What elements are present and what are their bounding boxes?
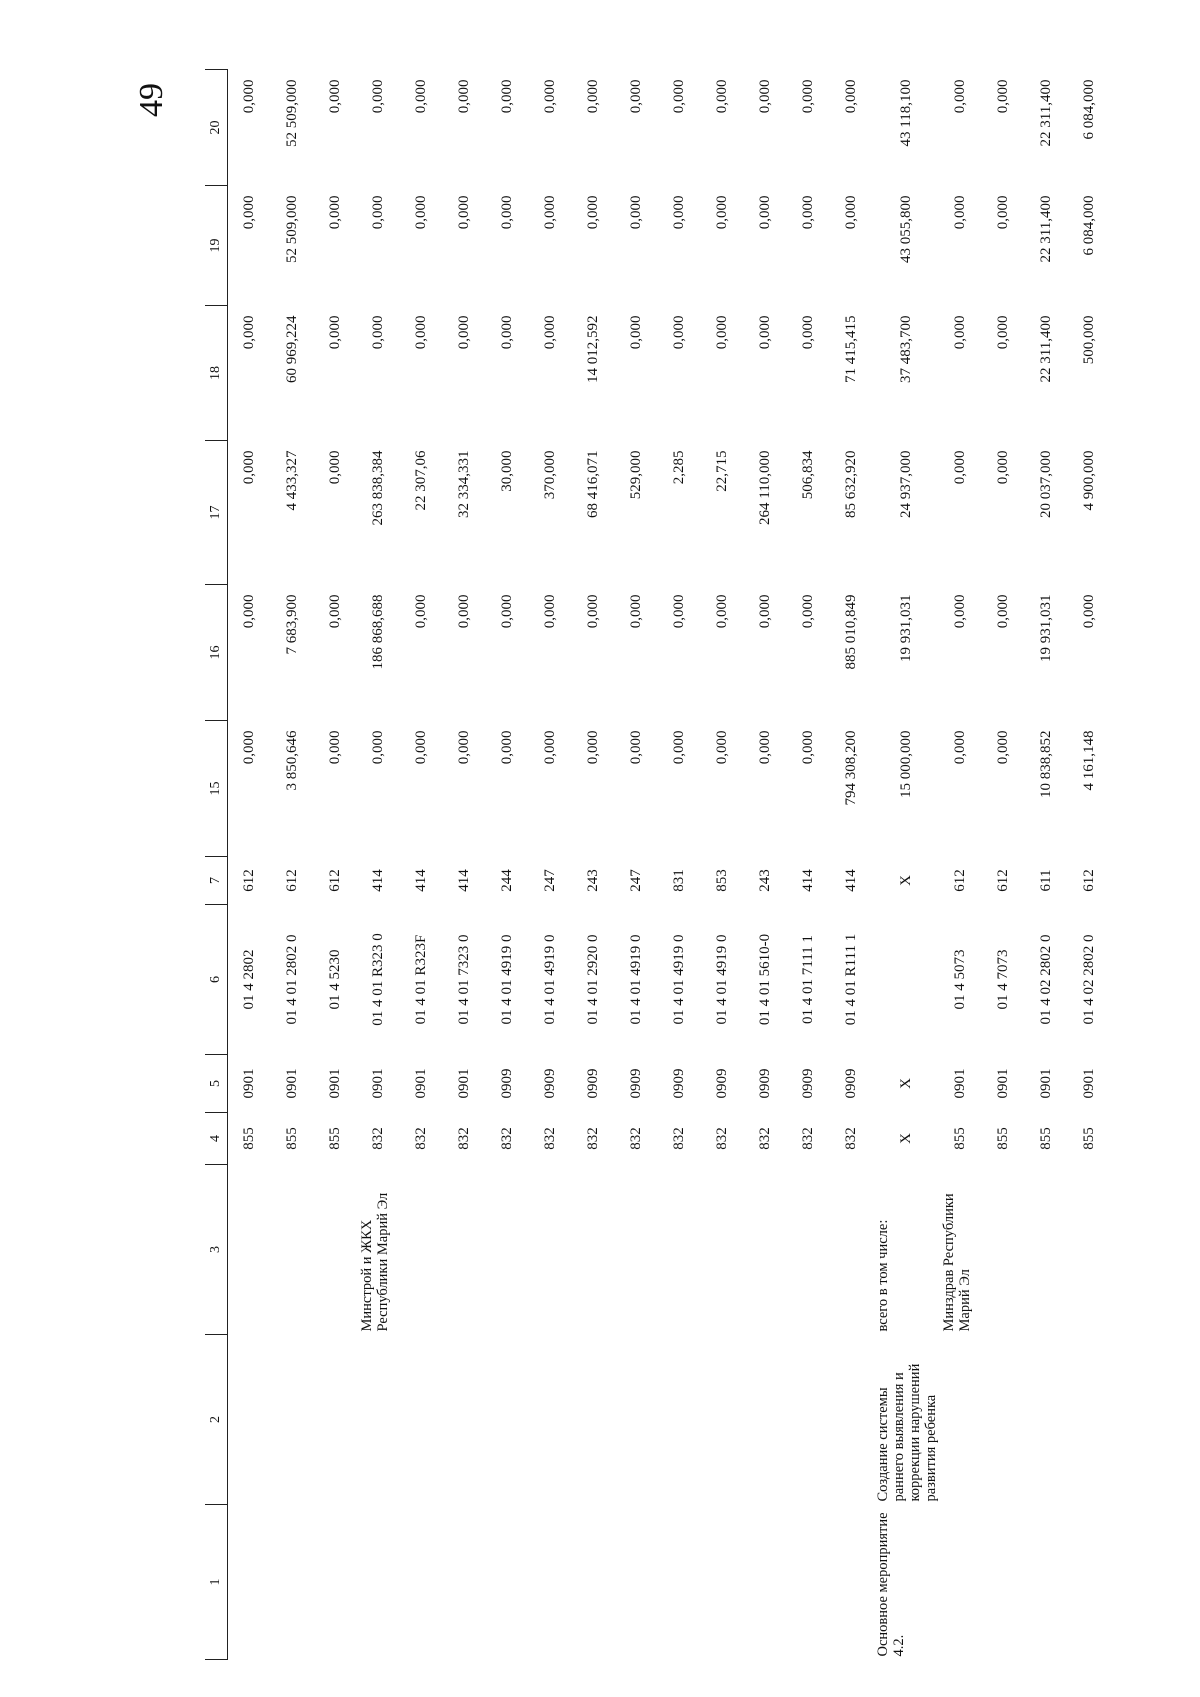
table-cell-col-18: 0,000 [413, 315, 429, 350]
column-number-20: 20 [205, 70, 228, 186]
table-cell-col-6: 01 4 01 7111 1 [800, 935, 816, 1024]
table-cell-col-18: 0,000 [628, 315, 644, 350]
table-cell-col-5: 0909 [542, 1068, 558, 1099]
table-cell-col-3 [1068, 1165, 1111, 1335]
table-cell-col-20: 0,000 [542, 79, 558, 114]
table-row [314, 70, 357, 1660]
table-cell-col-3 [486, 1165, 529, 1335]
table-cell-col-6: 01 4 02 2802 0 [1081, 934, 1097, 1025]
table-cell-col-16: 0,000 [628, 594, 644, 629]
table-cell-col-5: 0901 [456, 1068, 472, 1099]
table-row [873, 70, 939, 1660]
table-cell-col-6: 01 4 01 R323F [413, 934, 429, 1025]
table-cell-col-15: 0,000 [800, 730, 816, 765]
table-cell-col-1 [701, 1505, 744, 1660]
table-cell-col-3 [529, 1165, 572, 1335]
table-cell-col-19: 0,000 [995, 195, 1011, 230]
table-row [939, 70, 982, 1660]
table-cell-col-7: 612 [995, 869, 1011, 892]
column-number-5: 5 [205, 1055, 228, 1113]
table-cell-col-6 [873, 905, 939, 1055]
table-cell-col-7: 414 [456, 869, 472, 892]
table-cell-col-5: X [897, 1078, 914, 1089]
table-cell-col-2 [443, 1335, 486, 1505]
table-cell-col-16: 0,000 [714, 594, 730, 629]
table-cell-col-3 [658, 1165, 701, 1335]
table-cell-col-20: 0,000 [671, 79, 687, 114]
table-cell-col-6: 01 4 01 4919 0 [542, 934, 558, 1025]
table-cell-col-3 [228, 1165, 272, 1335]
table-cell-col-1 [1025, 1505, 1068, 1660]
table-cell-col-19: 0,000 [327, 195, 343, 230]
table-cell-col-3: Минстрой и ЖКХ Республики Марий Эл [359, 1192, 391, 1332]
table-cell-col-1 [1068, 1505, 1111, 1660]
table-cell-col-7: 243 [757, 869, 773, 892]
column-number-3: 3 [205, 1165, 228, 1335]
table-cell-col-15: 0,000 [714, 730, 730, 765]
table-cell-col-19: 0,000 [585, 195, 601, 230]
table-cell-col-3 [701, 1165, 744, 1335]
table-cell-col-6: 01 4 01 2802 0 [284, 934, 300, 1025]
table-cell-col-5: 0909 [499, 1068, 515, 1099]
table-cell-col-3 [572, 1165, 615, 1335]
table-cell-col-1 [486, 1505, 529, 1660]
table-cell-col-19: 43 055,800 [897, 195, 914, 263]
table-cell-col-16: 0,000 [1081, 594, 1097, 629]
table-cell-col-7: 247 [542, 869, 558, 892]
table-cell-col-3 [314, 1165, 357, 1335]
table-cell-col-18: 0,000 [952, 315, 968, 350]
table-cell-col-17: 32 334,331 [456, 450, 472, 518]
table-cell-col-17: 0,000 [327, 450, 343, 485]
table-cell-col-2 [529, 1335, 572, 1505]
table-cell-col-2 [486, 1335, 529, 1505]
table-cell-col-1 [982, 1505, 1025, 1660]
table-cell-col-17: 0,000 [995, 450, 1011, 485]
table-cell-col-5: 0901 [1038, 1068, 1054, 1099]
table-cell-col-17: 370,000 [542, 450, 558, 500]
table-cell-col-17: 529,000 [628, 450, 644, 500]
table-cell-col-20: 0,000 [843, 79, 859, 114]
table-row [982, 70, 1025, 1660]
column-number-2: 2 [205, 1335, 228, 1505]
table-cell-col-20: 0,000 [413, 79, 429, 114]
table-cell-col-2 [1025, 1335, 1068, 1505]
table-cell-col-19: 0,000 [671, 195, 687, 230]
table-cell-col-5: 0901 [952, 1068, 968, 1099]
table-cell-col-15: 4 161,148 [1081, 730, 1097, 791]
table-cell-col-20: 0,000 [757, 79, 773, 114]
table-cell-col-5: 0901 [413, 1068, 429, 1099]
table-cell-col-17: 506,834 [800, 450, 816, 500]
table-cell-col-16: 0,000 [241, 594, 257, 629]
table-cell-col-18: 0,000 [995, 315, 1011, 350]
table-cell-col-4: 832 [671, 1127, 687, 1150]
table-cell-col-2 [615, 1335, 658, 1505]
table-cell-col-2 [658, 1335, 701, 1505]
table-cell-col-2 [701, 1335, 744, 1505]
table-cell-col-20: 52 509,000 [284, 79, 300, 147]
table-cell-col-4: 832 [370, 1127, 386, 1150]
table-cell-col-20: 0,000 [952, 79, 968, 114]
table-cell-col-2 [787, 1335, 830, 1505]
rotated-table-container [205, 70, 1097, 1660]
table-cell-col-16: 885 010,849 [843, 594, 859, 670]
table-cell-col-18: 0,000 [241, 315, 257, 350]
table-cell-col-6: 01 4 7073 [995, 949, 1011, 1010]
table-cell-col-1: Основное мероприятие 4.2. [875, 1512, 907, 1657]
column-number-16: 16 [205, 585, 228, 721]
table-cell-col-19: 22 311,400 [1038, 195, 1054, 263]
table-cell-col-5: 0901 [327, 1068, 343, 1099]
table-cell-col-1 [228, 1505, 272, 1660]
table-cell-col-20: 43 118,100 [897, 79, 914, 147]
table-cell-col-7: 612 [1081, 869, 1097, 892]
table-cell-col-1 [443, 1505, 486, 1660]
table-cell-col-1 [357, 1505, 400, 1660]
table-cell-col-4: 855 [327, 1127, 343, 1150]
table-cell-col-7: 414 [800, 869, 816, 892]
table-cell-col-19: 0,000 [800, 195, 816, 230]
table-cell-col-17: 30,000 [499, 450, 515, 492]
table-cell-col-17: 4 433,327 [284, 450, 300, 511]
table-cell-col-18: 71 415,415 [843, 315, 859, 383]
table-cell-col-1 [572, 1505, 615, 1660]
table-cell-col-16: 0,000 [952, 594, 968, 629]
table-cell-col-4: 855 [284, 1127, 300, 1150]
table-row [787, 70, 830, 1660]
table-cell-col-7: 243 [585, 869, 601, 892]
table-cell-col-4: 855 [1081, 1127, 1097, 1150]
table-cell-col-4: 832 [628, 1127, 644, 1150]
table-cell-col-18: 0,000 [542, 315, 558, 350]
table-cell-col-1 [658, 1505, 701, 1660]
table-cell-col-15: 15 000,000 [897, 730, 914, 798]
table-cell-col-4: X [897, 1133, 914, 1144]
table-cell-col-5: 0909 [585, 1068, 601, 1099]
table-cell-col-6: 01 4 01 7323 0 [456, 934, 472, 1025]
table-cell-col-7: X [897, 875, 914, 886]
table-cell-col-15: 0,000 [585, 730, 601, 765]
table-cell-col-7: 853 [714, 869, 730, 892]
table-cell-col-4: 855 [952, 1127, 968, 1150]
table-cell-col-2 [1068, 1335, 1111, 1505]
table-cell-col-19: 0,000 [456, 195, 472, 230]
table-cell-col-4: 832 [542, 1127, 558, 1150]
table-cell-col-4: 832 [585, 1127, 601, 1150]
table-cell-col-5: 0909 [671, 1068, 687, 1099]
table-cell-col-3 [443, 1165, 486, 1335]
table-cell-col-6: 01 4 01 5610-0 [757, 933, 773, 1026]
column-number-header [205, 70, 228, 1660]
table-cell-col-16: 19 931,031 [1038, 594, 1054, 662]
table-cell-col-15: 794 308,200 [843, 730, 859, 806]
table-cell-col-1 [787, 1505, 830, 1660]
table-cell-col-16: 0,000 [542, 594, 558, 629]
table-cell-col-16: 0,000 [413, 594, 429, 629]
table-row [486, 70, 529, 1660]
table-cell-col-4: 855 [1038, 1127, 1054, 1150]
column-number-15: 15 [205, 721, 228, 857]
table-cell-col-1 [400, 1505, 443, 1660]
table-cell-col-20: 0,000 [585, 79, 601, 114]
table-cell-col-19: 0,000 [952, 195, 968, 230]
column-number-4: 4 [205, 1113, 228, 1165]
table-cell-col-20: 0,000 [800, 79, 816, 114]
table-cell-col-15: 0,000 [628, 730, 644, 765]
table-row [572, 70, 615, 1660]
table-cell-col-6: 01 4 02 2802 0 [1038, 934, 1054, 1025]
table-cell-col-4: 855 [995, 1127, 1011, 1150]
table-cell-col-17: 20 037,000 [1038, 450, 1054, 518]
table-cell-col-1 [830, 1505, 873, 1660]
table-cell-col-19: 0,000 [714, 195, 730, 230]
table-cell-col-18: 0,000 [499, 315, 515, 350]
table-cell-col-19: 0,000 [843, 195, 859, 230]
table-cell-col-3 [1025, 1165, 1068, 1335]
column-number-7: 7 [205, 857, 228, 905]
budget-table [205, 69, 1111, 1660]
table-cell-col-18: 0,000 [757, 315, 773, 350]
table-cell-col-19: 0,000 [499, 195, 515, 230]
table-cell-col-3 [982, 1165, 1025, 1335]
column-number-6: 6 [205, 905, 228, 1055]
table-cell-col-4: 855 [241, 1127, 257, 1150]
table-cell-col-18: 0,000 [800, 315, 816, 350]
table-cell-col-2 [228, 1335, 272, 1505]
table-cell-col-16: 0,000 [757, 594, 773, 629]
table-cell-col-20: 0,000 [995, 79, 1011, 114]
table-cell-col-2 [314, 1335, 357, 1505]
table-cell-col-19: 0,000 [370, 195, 386, 230]
table-cell-col-3 [271, 1165, 314, 1335]
table-cell-col-7: 612 [284, 869, 300, 892]
table-cell-col-20: 0,000 [241, 79, 257, 114]
table-cell-col-16: 7 683,900 [284, 594, 300, 655]
table-cell-col-19: 0,000 [757, 195, 773, 230]
table-row [658, 70, 701, 1660]
table-cell-col-3: всего в том числе: [875, 1219, 891, 1332]
table-cell-col-3 [830, 1165, 873, 1335]
table-cell-col-15: 0,000 [456, 730, 472, 765]
table-cell-col-17: 24 937,000 [897, 450, 914, 518]
table-cell-col-7: 414 [370, 869, 386, 892]
table-cell-col-20: 0,000 [327, 79, 343, 114]
table-cell-col-3 [744, 1165, 787, 1335]
table-cell-col-17: 22 307,06 [413, 450, 429, 511]
table-row [1068, 70, 1111, 1660]
table-cell-col-17: 0,000 [241, 450, 257, 485]
table-cell-col-6: 01 4 01 4919 0 [671, 934, 687, 1025]
table-cell-col-16: 0,000 [327, 594, 343, 629]
table-cell-col-5: 0901 [284, 1068, 300, 1099]
table-cell-col-5: 0901 [241, 1068, 257, 1099]
column-number-17: 17 [205, 441, 228, 585]
column-number-19: 19 [205, 186, 228, 306]
table-row [701, 70, 744, 1660]
table-cell-col-7: 414 [843, 869, 859, 892]
table-cell-col-4: 832 [800, 1127, 816, 1150]
table-row [830, 70, 873, 1660]
table-cell-col-4: 832 [499, 1127, 515, 1150]
table-cell-col-19: 0,000 [628, 195, 644, 230]
table-cell-col-15: 0,000 [499, 730, 515, 765]
table-cell-col-4: 832 [757, 1127, 773, 1150]
table-cell-col-2 [744, 1335, 787, 1505]
table-cell-col-1 [744, 1505, 787, 1660]
table-cell-col-6: 01 4 01 4919 0 [499, 934, 515, 1025]
table-cell-col-17: 22,715 [714, 450, 730, 492]
table-cell-col-1 [939, 1505, 982, 1660]
table-cell-col-5: 0901 [370, 1068, 386, 1099]
table-cell-col-5: 0909 [800, 1068, 816, 1099]
table-cell-col-17: 263 838,384 [370, 450, 386, 526]
table-cell-col-17: 2,285 [671, 450, 687, 485]
table-cell-col-18: 37 483,700 [897, 315, 914, 383]
table-cell-col-2 [572, 1335, 615, 1505]
table-cell-col-15: 0,000 [995, 730, 1011, 765]
table-cell-col-15: 0,000 [413, 730, 429, 765]
table-cell-col-16: 0,000 [585, 594, 601, 629]
table-cell-col-20: 0,000 [456, 79, 472, 114]
table-cell-col-20: 6 084,000 [1081, 79, 1097, 140]
table-cell-col-7: 831 [671, 869, 687, 892]
table-cell-col-18: 500,000 [1081, 315, 1097, 365]
table-cell-col-16: 19 931,031 [897, 594, 914, 662]
table-cell-col-15: 0,000 [757, 730, 773, 765]
table-cell-col-2 [830, 1335, 873, 1505]
table-cell-col-15: 0,000 [370, 730, 386, 765]
table-cell-col-20: 0,000 [714, 79, 730, 114]
table-cell-col-15: 3 850,646 [284, 730, 300, 791]
table-row [357, 70, 400, 1660]
table-cell-col-2 [982, 1335, 1025, 1505]
column-number-18: 18 [205, 306, 228, 441]
table-cell-col-15: 0,000 [241, 730, 257, 765]
table-cell-col-19: 0,000 [241, 195, 257, 230]
table-row [228, 70, 272, 1660]
table-cell-col-18: 0,000 [456, 315, 472, 350]
table-cell-col-6: 01 4 5073 [952, 949, 968, 1010]
table-cell-col-20: 0,000 [628, 79, 644, 114]
table-cell-col-19: 52 509,000 [284, 195, 300, 263]
table-cell-col-6: 01 4 01 4919 0 [628, 934, 644, 1025]
table-cell-col-4: 832 [843, 1127, 859, 1150]
table-cell-col-2 [357, 1335, 400, 1505]
table-cell-col-4: 832 [456, 1127, 472, 1150]
table-cell-col-18: 0,000 [671, 315, 687, 350]
table-cell-col-5: 0901 [1081, 1068, 1097, 1099]
table-cell-col-18: 0,000 [370, 315, 386, 350]
page-number: 49 [133, 83, 170, 117]
table-cell-col-2 [271, 1335, 314, 1505]
table-row [443, 70, 486, 1660]
table-cell-col-3 [615, 1165, 658, 1335]
table-cell-col-15: 0,000 [542, 730, 558, 765]
table-cell-col-3: Минздрав Республики Марий Эл [941, 1193, 973, 1332]
table-cell-col-4: 832 [714, 1127, 730, 1150]
table-cell-col-17: 264 110,000 [757, 450, 773, 525]
table-cell-col-6: 01 4 5230 [327, 949, 343, 1010]
table-cell-col-4: 832 [413, 1127, 429, 1150]
table-cell-col-20: 0,000 [499, 79, 515, 114]
table-cell-col-7: 612 [952, 869, 968, 892]
table-cell-col-5: 0909 [757, 1068, 773, 1099]
table-cell-col-16: 0,000 [456, 594, 472, 629]
table-cell-col-5: 0909 [628, 1068, 644, 1099]
table-cell-col-16: 0,000 [995, 594, 1011, 629]
table-cell-col-7: 244 [499, 869, 515, 892]
table-cell-col-15: 0,000 [952, 730, 968, 765]
table-cell-col-5: 0909 [714, 1068, 730, 1099]
table-cell-col-18: 22 311,400 [1038, 315, 1054, 383]
table-cell-col-5: 0909 [843, 1068, 859, 1099]
table-row [744, 70, 787, 1660]
table-cell-col-6: 01 4 01 R323 0 [370, 933, 386, 1026]
table-cell-col-19: 6 084,000 [1081, 195, 1097, 256]
table-row [1025, 70, 1068, 1660]
table-cell-col-16: 186 868,688 [370, 594, 386, 670]
table-cell-col-2 [400, 1335, 443, 1505]
table-cell-col-16: 0,000 [671, 594, 687, 629]
table-cell-col-5: 0901 [995, 1068, 1011, 1099]
table-cell-col-17: 85 632,920 [843, 450, 859, 518]
table-cell-col-19: 0,000 [542, 195, 558, 230]
table-cell-col-6: 01 4 01 R111 1 [843, 933, 859, 1026]
table-cell-col-3 [400, 1165, 443, 1335]
table-cell-col-6: 01 4 2802 [241, 949, 257, 1010]
table-cell-col-20: 0,000 [370, 79, 386, 114]
table-row [271, 70, 314, 1660]
table-cell-col-16: 0,000 [800, 594, 816, 629]
table-cell-col-2: Создание системы раннего выявления и коррекции нарушений развития ребенка [875, 1363, 939, 1502]
table-cell-col-2 [939, 1335, 982, 1505]
table-cell-col-1 [529, 1505, 572, 1660]
table-cell-col-7: 612 [327, 869, 343, 892]
table-cell-col-15: 0,000 [327, 730, 343, 765]
table-cell-col-7: 612 [241, 869, 257, 892]
table-cell-col-1 [271, 1505, 314, 1660]
table-cell-col-18: 0,000 [714, 315, 730, 350]
table-cell-col-7: 414 [413, 869, 429, 892]
table-cell-col-3 [787, 1165, 830, 1335]
table-cell-col-18: 0,000 [327, 315, 343, 350]
table-cell-col-1 [615, 1505, 658, 1660]
table-cell-col-1 [314, 1505, 357, 1660]
table-cell-col-20: 22 311,400 [1038, 79, 1054, 147]
table-row [529, 70, 572, 1660]
table-cell-col-16: 0,000 [499, 594, 515, 629]
table-row [400, 70, 443, 1660]
table-cell-col-15: 10 838,852 [1038, 730, 1054, 798]
table-cell-col-7: 611 [1038, 869, 1054, 892]
column-number-1: 1 [205, 1505, 228, 1660]
table-cell-col-18: 14 012,592 [585, 315, 601, 383]
table-cell-col-7: 247 [628, 869, 644, 892]
table-cell-col-15: 0,000 [671, 730, 687, 765]
table-cell-col-18: 60 969,224 [284, 315, 300, 383]
table-cell-col-19: 0,000 [413, 195, 429, 230]
table-cell-col-17: 0,000 [952, 450, 968, 485]
table-cell-col-17: 4 900,000 [1081, 450, 1097, 511]
table-row [615, 70, 658, 1660]
table-cell-col-17: 68 416,071 [585, 450, 601, 518]
table-cell-col-6: 01 4 01 4919 0 [714, 934, 730, 1025]
table-cell-col-6: 01 4 01 2920 0 [585, 934, 601, 1025]
